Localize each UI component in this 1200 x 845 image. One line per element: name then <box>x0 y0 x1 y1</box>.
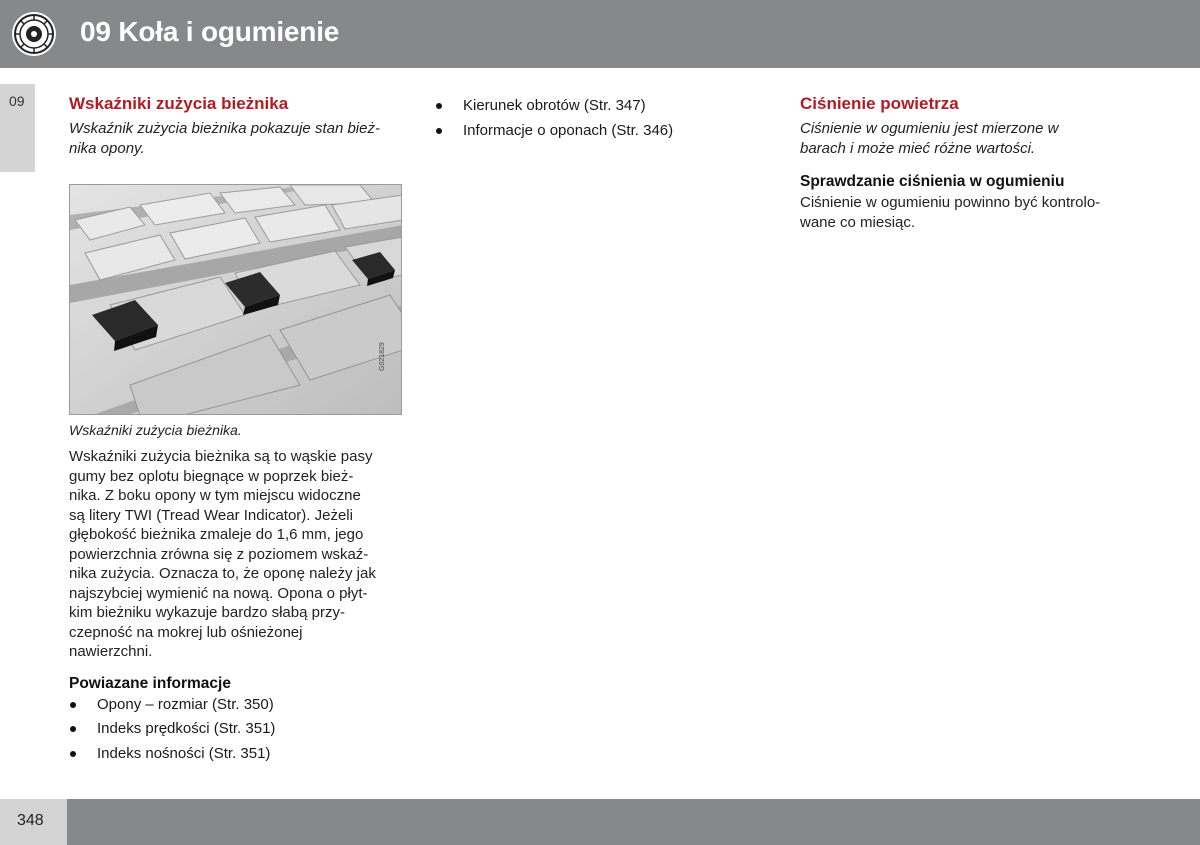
intro-line: Wskaźnik zużycia bieżnika pokazuje stan bież- <box>69 120 380 137</box>
subheading-pressure-check: Sprawdzanie ciśnienia w ogumieniu <box>800 173 1065 190</box>
related-link[interactable]: Indeks prędkości (Str. 351) <box>69 719 404 738</box>
intro-line: Ciśnienie w ogumieniu jest mierzone w <box>800 120 1059 137</box>
related-link[interactable]: Indeks nośności (Str. 351) <box>69 744 404 763</box>
body-line: głębokość bieżnika zmaleje do 1,6 mm, jego <box>69 526 364 543</box>
right-column <box>800 94 1140 232</box>
body-line: nawierzchni. <box>69 643 153 660</box>
body-line: czepność na mokrej lub ośnieżonej <box>69 623 303 641</box>
chapter-title: 09 Koła i ogumienie <box>80 16 340 47</box>
related-info-list-continued <box>435 96 765 140</box>
related-link[interactable]: Opony – rozmiar (Str. 350) <box>69 695 404 714</box>
body-line: powierzchnia zrówna się z poziomem wskaź- <box>69 545 369 563</box>
tire-tread-illustration <box>70 185 402 415</box>
figure-code: G021829 <box>379 342 386 371</box>
middle-column <box>435 96 765 145</box>
bullet-icon <box>70 702 76 708</box>
chapter-tab[interactable] <box>0 84 35 172</box>
related-link[interactable]: Kierunek obrotów (Str. 347) <box>435 96 765 115</box>
body-line: kim bieżniku wykazuje bardzo słabą przy- <box>69 604 345 621</box>
left-column <box>69 94 404 768</box>
bullet-icon <box>70 751 76 757</box>
related-info-heading: Powiazane informacje <box>69 674 231 692</box>
bullet-icon <box>70 726 76 732</box>
body-text <box>800 193 1140 232</box>
figure-caption: Wskaźniki zużycia bieżnika. <box>69 422 242 438</box>
body-line: nika zużycia. Oznacza to, że oponę należy jak <box>69 565 376 582</box>
body-line: gumy bez oplotu biegnące w poprzek bież- <box>69 467 354 485</box>
body-text <box>69 447 404 662</box>
intro-line: barach i może mieć różne wartości. <box>800 140 1036 157</box>
bullet-icon <box>436 128 442 134</box>
tread-wear-figure <box>69 184 402 415</box>
page-number: 348 <box>17 812 44 829</box>
body-line: Ciśnienie w ogumieniu powinno być kontrolo- <box>800 194 1101 211</box>
bullet-icon <box>436 103 442 109</box>
footer-bar <box>67 799 1200 845</box>
wheel-icon <box>12 12 56 56</box>
section-heading-tread-wear: Wskaźniki zużycia bieżnika <box>69 94 289 113</box>
body-line: Wskaźniki zużycia bieżnika są to wąskie pasy <box>69 448 373 465</box>
section-heading-tire-pressure: Ciśnienie powietrza <box>800 94 959 113</box>
intro-line: nika opony. <box>69 140 145 157</box>
page-footer <box>0 799 1200 845</box>
section-intro <box>800 119 1140 159</box>
section-intro <box>69 119 404 159</box>
related-info-list <box>69 695 404 763</box>
chapter-tab-label: 09 <box>9 93 25 109</box>
page-number-box <box>0 799 67 845</box>
body-line: wane co miesiąc. <box>800 213 916 231</box>
body-line: nika. Z boku opony w tym miejscu widoczne <box>69 487 361 504</box>
related-link[interactable]: Informacje o oponach (Str. 346) <box>435 121 765 140</box>
body-line: są litery TWI (Tread Wear Indicator). Jeżeli <box>69 506 353 524</box>
chapter-header <box>0 0 1200 68</box>
body-line: najszybciej wymienić na nową. Opona o płyt- <box>69 584 368 602</box>
